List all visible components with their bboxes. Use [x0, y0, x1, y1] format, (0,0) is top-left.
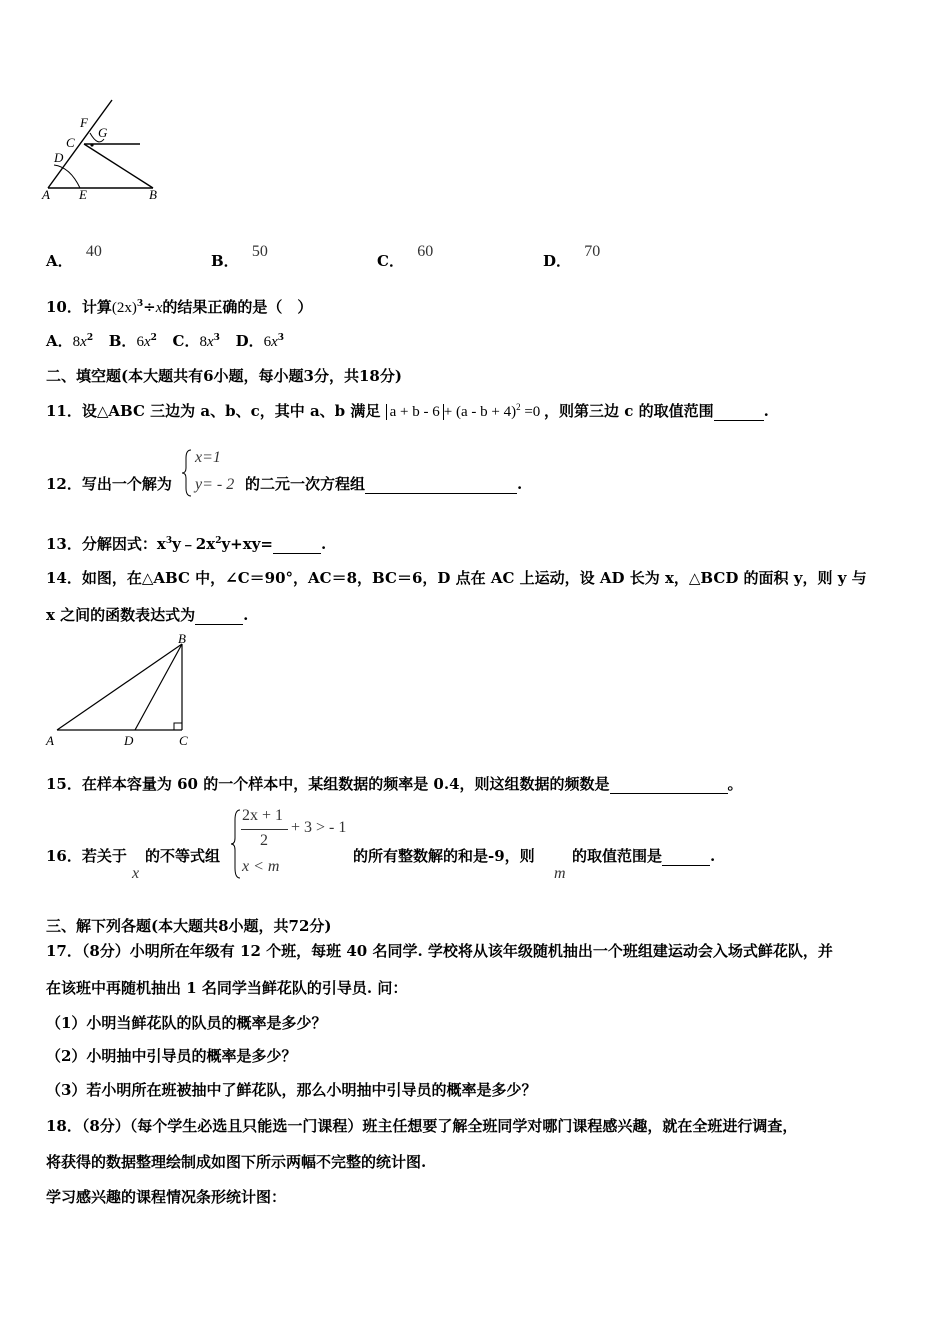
q9-option-b: [211, 243, 268, 271]
option-value: 70: [584, 243, 601, 260]
q11: 11．设△ABC 三边为 a、b、c，其中 a、b 满足 $a + b - 6 + (a - b + 4)^2 =0$ ，则第三边 c 的取值范围 .: [46, 402, 769, 420]
q16-fraction-bar: [241, 829, 288, 830]
section-3-heading: 三、解下列各题(本大题共8小题，共72分): [46, 917, 332, 935]
q11-square-expression: + (a - b + 4): [443, 404, 517, 420]
q12-line2: y= - 2: [195, 476, 235, 493]
fig14-label-c: C: [179, 733, 188, 748]
option-value: 60: [417, 243, 434, 260]
q12-tail: 的二元一次方程组 .: [245, 475, 523, 493]
option-value: 40: [85, 243, 102, 260]
q17-sub3: （3）若小明所在班被抽中了鲜花队，那么小明抽中引导员的概率是多少？: [46, 1081, 537, 1099]
q16-intro: 16．若关于: [46, 847, 127, 865]
q18-line1: 18．（8分）（每个学生必选且只能选一门课程）班主任想要了解全班同学对哪门课程感兴趣，就在全班进行调查，: [46, 1117, 798, 1135]
q10-option-c: C．$8x^3$: [172, 332, 220, 350]
fig9-label-e: E: [79, 187, 87, 202]
fig9-label-a: A: [42, 187, 50, 202]
q14-line1: 14．如图，在△ABC 中，∠C＝90°，AC＝8，BC＝6，D 点在 AC 上运动，设 AD 长为 x，△BCD 的面积 y，则 y 与: [46, 569, 867, 587]
q10-stem: 10．计算$(2x)^3\div x$的结果正确的是（ ）: [46, 298, 313, 316]
q9-geometry-figure: [40, 95, 175, 210]
fig9-label-f: F: [80, 115, 88, 130]
q13-answer-blank[interactable]: [273, 539, 321, 554]
q12-line1: x=1: [195, 449, 221, 466]
option-key: B．: [211, 252, 239, 270]
fig9-label-b: B: [149, 187, 157, 202]
q16-brace: [230, 808, 242, 880]
q16-tail-a: 的所有整数解的和是-9，则: [353, 847, 535, 865]
q17-sub2: （2）小明抽中引导员的概率是多少？: [46, 1047, 297, 1065]
q16-var-x: x: [132, 865, 140, 882]
q12-answer-blank[interactable]: [365, 479, 517, 494]
fig14-label-b: B: [178, 632, 186, 646]
q10-option-b: B．$6x^2$: [108, 332, 157, 350]
fig9-label-g: G: [98, 125, 108, 140]
q16-denominator: 2: [260, 832, 268, 849]
q9-option-d: [543, 243, 601, 271]
q15-answer-blank[interactable]: [610, 779, 728, 794]
q10-option-a: A．$8x^2$: [46, 332, 94, 350]
q13: 13．分解因式：$x^3y﹣2x^2y+xy=$ .: [46, 535, 327, 553]
q16-system-label: 的不等式组: [145, 847, 221, 865]
q11-abs-expression: a + b - 6: [386, 404, 444, 420]
q18-line3: 学习感兴趣的课程情况条形统计图：: [46, 1188, 287, 1206]
q16-rest: + 3 > - 1: [291, 819, 347, 836]
q16-var-m: m: [554, 865, 566, 882]
q9-option-c: [377, 243, 434, 271]
q16-numerator: 2x + 1: [242, 807, 284, 824]
q15: 15．在样本容量为 60 的一个样本中，某组数据的频率是 0.4，则这组数据的频数是 。: [46, 775, 743, 793]
q16-line2: x < m: [242, 858, 280, 875]
q10-option-d: D．$6x^3$: [235, 332, 285, 350]
q17-line2: 在该班中再随机抽出 1 名同学当鲜花队的引导员. 问：: [46, 979, 408, 997]
fig14-label-a: A: [46, 733, 54, 748]
option-value: 50: [251, 243, 268, 260]
option-key: A．: [46, 252, 73, 270]
fig14-label-d: D: [124, 733, 134, 748]
q16-tail-b: 的取值范围是 .: [572, 847, 716, 865]
q14-line2: x 之间的函数表达式为 .: [46, 606, 249, 624]
option-key: D．: [543, 252, 572, 270]
fig9-label-c: C: [66, 135, 75, 150]
q12-brace: [181, 448, 193, 498]
q9-option-a: [46, 243, 102, 271]
q11-answer-blank[interactable]: [714, 406, 764, 421]
q12: 12．写出一个解为: [46, 475, 172, 493]
q17-sub1: （1）小明当鲜花队的队员的概率是多少？: [46, 1014, 327, 1032]
q14-answer-blank[interactable]: [195, 610, 243, 625]
q16-answer-blank[interactable]: [662, 851, 710, 866]
option-key: C．: [377, 252, 404, 270]
q18-line2: 将获得的数据整理绘制成如图下所示两幅不完整的统计图.: [46, 1153, 427, 1171]
q10-options: [46, 330, 284, 351]
q17-line1: 17．（8分）小明所在年级有 12 个班，每班 40 名同学. 学校将从该年级随机抽出一个班组建运动会入场式鲜花队，并: [46, 942, 833, 960]
fig9-label-d: D: [54, 150, 64, 165]
section-2-heading: 二、填空题(本大题共有6小题，每小题3分，共18分): [46, 367, 402, 385]
q14-triangle-figure: [40, 632, 200, 750]
